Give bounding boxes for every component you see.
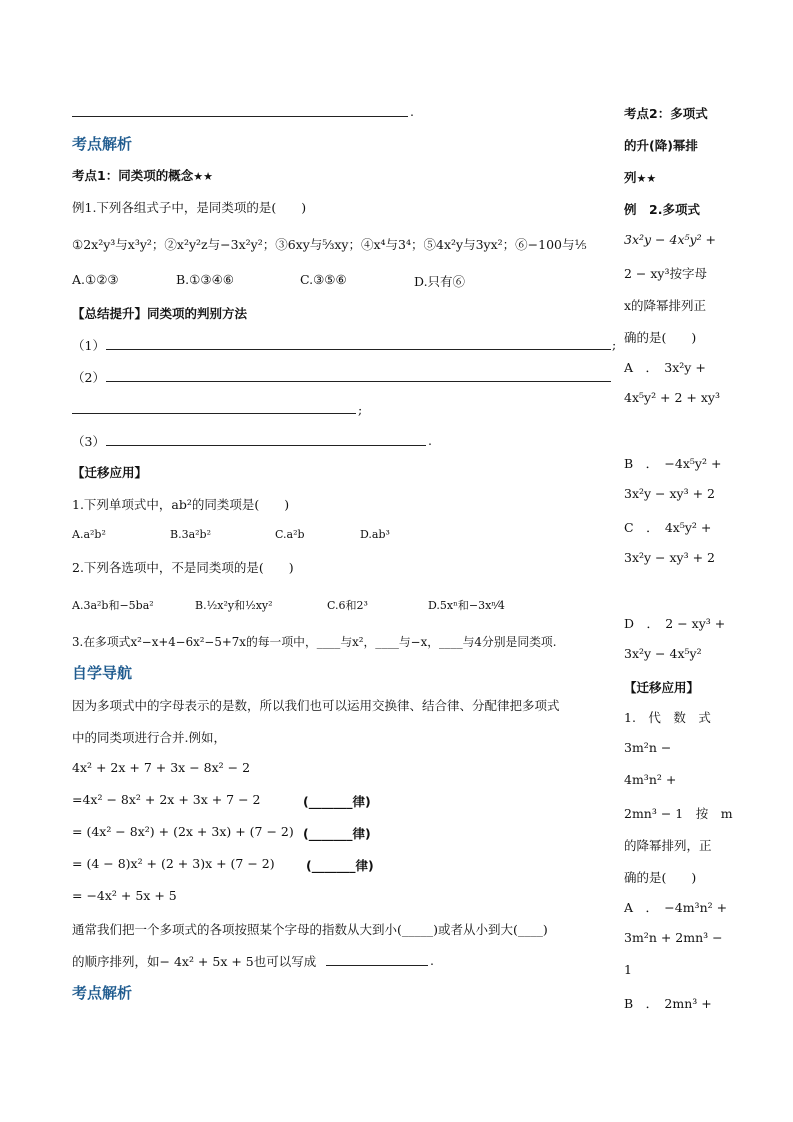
right-heading-3	[624, 168, 656, 186]
summary-dot: .	[428, 433, 432, 448]
right-opt-c-1: C ． 4x⁵y² +	[624, 520, 712, 535]
summary-label-2: （2）	[72, 370, 105, 385]
summary-semi-2: ;	[358, 402, 363, 417]
right-ex2-2: 3x²y − 4x⁵y² +	[624, 232, 717, 247]
example1-option-c: C.③⑤⑥	[300, 272, 347, 287]
point1-text: 考点1：同类项的概念	[72, 168, 194, 183]
right-opt-c-2: 3x²y − xy³ + 2	[624, 550, 715, 565]
right-opt-d-2: 3x²y − 4x⁵y²	[624, 646, 702, 661]
section-title: 考点解析	[72, 135, 133, 153]
transfer-title: 【迁移应用】	[72, 465, 148, 480]
transfer-q2-c: C.6和2³	[327, 599, 368, 612]
right-heading-2: 的升(降)幂排	[624, 138, 698, 153]
guide-p2: 中的同类项进行合并.例如，	[72, 730, 226, 745]
guide-p3: 通常我们把一个多项式的各项按照某个字母的指数从大到小(_____)或者从小到大(____)	[72, 922, 548, 937]
transfer-q2-b: B.½x²y和½xy²	[195, 599, 273, 612]
right-opt-a-2: 4x⁵y² + 2 + xy³	[624, 390, 721, 405]
right-ex2-1: 例 2.多项式	[624, 202, 700, 217]
answer-line-top	[72, 116, 408, 117]
right-t5: 的降幂排列，正	[624, 838, 712, 853]
summary-line-2	[106, 381, 611, 382]
guide-e4: = (4 − 8)x² + (2 + 3)x + (7 − 2)	[72, 856, 275, 871]
guide-e1: 4x² + 2x + 7 + 3x − 8x² − 2	[72, 760, 251, 775]
guide-law1: (_______律)	[303, 794, 371, 809]
right-transfer-title: 【迁移应用】	[624, 680, 700, 695]
guide-p4-end: .	[430, 953, 434, 968]
transfer-q1-d: D.ab³	[360, 528, 390, 541]
guide-p1: 因为多项式中的字母表示的是数，所以我们也可以运用交换律、结合律、分配律把多项式	[72, 698, 560, 713]
right-opt-b-1: B ． −4x⁵y² +	[624, 456, 722, 471]
right-topt-a-1: A ． −4m³n² +	[624, 900, 728, 915]
guide-e3: = (4x² − 8x²) + (2x + 3x) + (7 − 2)	[72, 824, 294, 839]
right-opt-b-2: 3x²y − xy³ + 2	[624, 486, 715, 501]
summary-line-2b	[72, 413, 356, 414]
guide-law3: (_______律)	[306, 858, 374, 873]
transfer-q1-c: C.a²b	[275, 528, 305, 541]
summary-title: 【总结提升】同类项的判别方法	[72, 306, 248, 321]
example1-option-a: A.①②③	[72, 272, 119, 287]
right-ex2-4: x的降幂排列正	[624, 298, 707, 313]
summary-semi-1: ;	[612, 337, 617, 352]
transfer-q2-a: A.3a²b和−5ba²	[72, 599, 154, 612]
right-topt-a-2: 3m²n + 2mn³ −	[624, 930, 723, 945]
example1-question: 例1.下列各组式子中，是同类项的是( )	[72, 200, 307, 215]
summary-label-1: （1）	[72, 338, 105, 353]
transfer-q2-d: D.5xⁿ和−3xⁿ⁄4	[428, 599, 505, 612]
right-heading-3-text: 列	[624, 170, 637, 185]
right-t3: 4m³n² +	[624, 772, 677, 787]
right-opt-a-1: A ． 3x²y +	[624, 360, 706, 375]
transfer-q1-a: A.a²b²	[72, 528, 106, 541]
point1-title	[72, 166, 213, 184]
right-t4: 2mn³ − 1 按 m	[624, 806, 733, 821]
right-t1: 1. 代 数 式	[624, 710, 711, 725]
right-opt-d-1: D ． 2 − xy³ +	[624, 616, 726, 631]
guide-answer-line	[326, 965, 428, 966]
summary-line-1	[106, 349, 611, 350]
right-stars: ★★	[636, 172, 657, 185]
summary-label-3: （3）	[72, 434, 105, 449]
section-title-end: 考点解析	[72, 984, 133, 1002]
example1-items: ①2x²y³与x³y²；②x²y²z与−3x²y²；③6xy与⁵⁄₃xy；④x⁴与3⁴；⑤4x²y与3yx²；⑥−100与¹⁄₅	[72, 237, 587, 252]
summary-line-3	[106, 445, 426, 446]
guide-title: 自学导航	[72, 664, 133, 682]
right-ex2-5: 确的是( )	[624, 330, 697, 345]
top-period: .	[410, 104, 414, 119]
right-t2: 3m²n −	[624, 740, 672, 755]
guide-p4: 的顺序排列，如− 4x² + 5x + 5也可以写成	[72, 954, 317, 969]
transfer-q3: 3.在多项式x²−x+4−6x²−5+7x的每一项中，____与x²，____与−x，____与4分别是同类项.	[72, 635, 557, 649]
right-t6: 确的是( )	[624, 870, 697, 885]
right-ex2-3: 2 − xy³按字母	[624, 266, 707, 281]
guide-e5: = −4x² + 5x + 5	[72, 888, 177, 903]
example1-option-b: B.①③④⑥	[176, 272, 234, 287]
right-topt-b-1: B ． 2mn³ +	[624, 996, 712, 1011]
example1-option-d: D.只有⑥	[414, 274, 466, 289]
transfer-q2: 2.下列各选项中，不是同类项的是( )	[72, 560, 294, 575]
transfer-q1-b: B.3a²b²	[170, 528, 211, 541]
right-topt-a-3: 1	[624, 962, 632, 977]
guide-e2: =4x² − 8x² + 2x + 3x + 7 − 2	[72, 792, 261, 807]
difficulty-stars: ★★	[193, 170, 213, 183]
right-heading-1: 考点2：多项式	[624, 106, 708, 121]
guide-law2: (_______律)	[303, 826, 371, 841]
transfer-q1: 1.下列单项式中，ab²的同类项是( )	[72, 497, 290, 512]
